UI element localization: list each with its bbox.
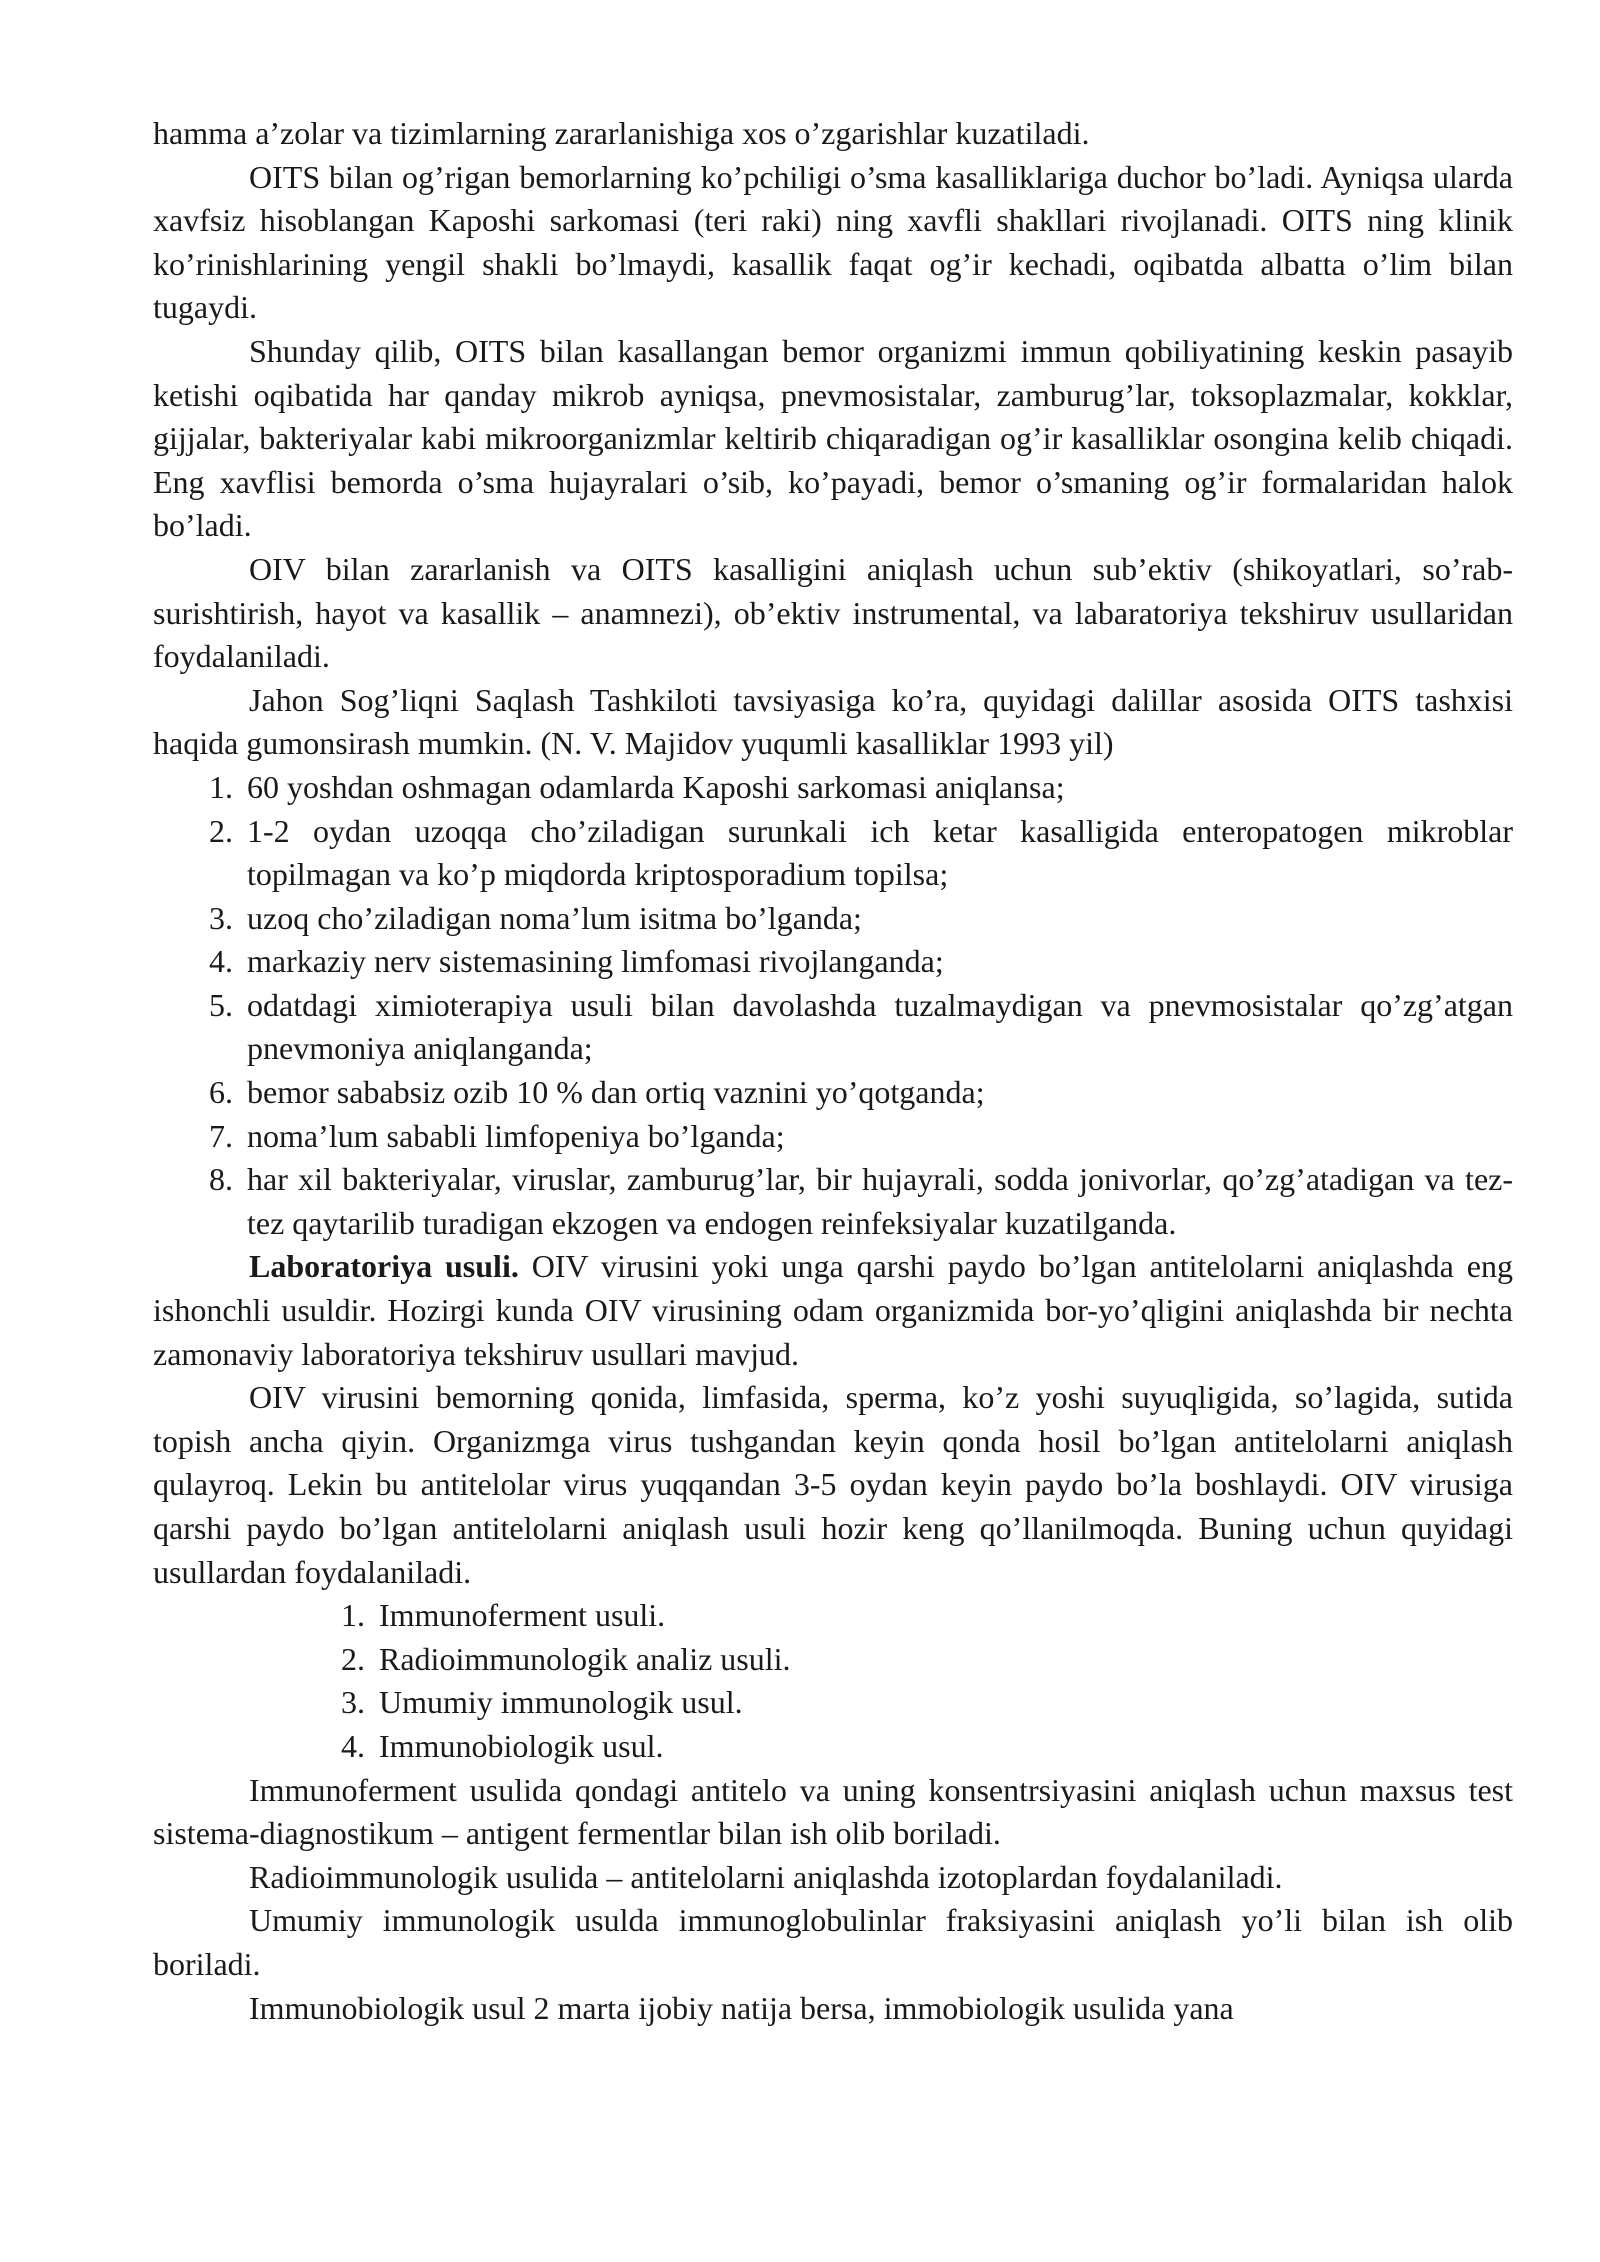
list-text: Immunobiologik usul.	[379, 1727, 664, 1764]
laboratory-heading: Laboratoriya usuli.	[249, 1248, 519, 1285]
list-item	[153, 1638, 1513, 1682]
paragraph-diagnosis-methods: OIV bilan zararlanish va OITS kasalligini aniqlash uchun sub’ektiv (shikoyatlari, so’rab-surishtirish, hayot va kasallik – anamnezi), ob’ektiv instrumental, va labaratoriya tekshiruv usullaridan foydalaniladi.	[153, 550, 1513, 675]
list-item	[153, 1115, 1513, 1159]
list-number: 3.	[341, 1684, 365, 1721]
paragraph-oits-tumors: OITS bilan og’rigan bemorlarning ko’pchiligi o’sma kasalliklariga duchor bo’ladi. Ayniqsa ularda xavfsiz hisoblangan Kaposhi sarkomasi (teri raki) ning xavfli shakllari rivojlanadi. OITS ning klinik ko’rinishlarining yengil shakli bo’lmaydi, kasallik faqat og’ir kechadi, oqibatda albatta o’lim bilan tugaydi.	[153, 158, 1513, 326]
paragraph-virus-detection: OIV virusini bemorning qonida, limfasida, sperma, ko’z yoshi suyuqligida, so’lagida, sutida topish ancha qiyin. Organizmga virus tushgandan keyin qonda hosil bo’lgan antitelolarni aniqlash qulayroq. Lekin bu antitelolar virus yuqqandan 3-5 oydan keyin paydo bo’la boshlaydi. OIV virusiga qarshi paydo bo’lgan antitelolarni aniqlash usuli hozir keng qo’llanilmoqda. Buning uchun quyidagi usullardan foydalaniladi.	[153, 1379, 1513, 1590]
list-item	[153, 984, 1513, 1071]
list-item	[153, 1594, 1513, 1638]
paragraph-general-immunologic: Umumiy immunologik usulda immunoglobulinlar fraksiyasini aniqlash yo’li bilan ish olib boriladi.	[153, 1902, 1513, 1982]
paragraph-immunobiologic: Immunobiologik usul 2 marta ijobiy natija bersa, immobiologik usulida yana	[249, 1989, 1234, 2026]
paragraph-who-criteria: Jahon Sog’liqni Saqlash Tashkiloti tavsiyasiga ko’ra, quyidagi dalillar asosida OITS tashxisi haqida gumonsirash mumkin. (N. V. Majidov yuqumli kasalliklar 1993 yil)	[153, 681, 1513, 762]
list-number: 4.	[209, 943, 233, 980]
list-number: 3.	[209, 899, 233, 936]
list-item	[153, 897, 1513, 941]
list-text: Radioimmunologik analiz usuli.	[379, 1640, 791, 1677]
paragraph-intro-continued: hamma a’zolar va tizimlarning zararlanishiga xos o’zgarishlar kuzatiladi.	[153, 115, 1090, 151]
list-number: 4.	[341, 1727, 365, 1764]
list-number: 2.	[341, 1640, 365, 1677]
list-item	[153, 810, 1513, 897]
list-number: 7.	[209, 1117, 233, 1154]
list-number: 1.	[341, 1597, 365, 1634]
list-item	[153, 940, 1513, 984]
criteria-list	[153, 766, 1513, 1246]
list-item	[153, 1071, 1513, 1115]
list-item	[153, 766, 1513, 810]
list-number: 6.	[209, 1074, 233, 1111]
list-text: bemor sababsiz ozib 10 % dan ortiq vaznini yo’qotganda;	[247, 1074, 985, 1111]
paragraph-immunoferment: Immunoferment usulida qondagi antitelo va uning konsentrsiyasini aniqlash uchun maxsus test sistema-diagnostikum – antigent fermentlar bilan ish olib boriladi.	[153, 1771, 1513, 1852]
paragraph-radioimmunologic: Radioimmunologik usulida – antitelolarni aniqlashda izotoplardan foydalaniladi.	[249, 1858, 1283, 1895]
paragraph-laboratory-method	[153, 1245, 1513, 1376]
list-text: 60 yoshdan oshmagan odamlarda Kaposhi sarkomasi aniqlansa;	[247, 768, 1065, 805]
list-item	[153, 1725, 1513, 1769]
list-item	[153, 1681, 1513, 1725]
list-number: 1.	[209, 768, 233, 805]
document-page	[153, 112, 1513, 2030]
list-text: odatdagi ximioterapiya usuli bilan davolashda tuzalmaydigan va pnevmosistalar qo’zg’atgan pnevmoniya aniqlanganda;	[247, 986, 1513, 1067]
list-text: Immunoferment usuli.	[379, 1597, 666, 1634]
paragraph-immune-decline: Shunday qilib, OITS bilan kasallangan bemor organizmi immun qobiliyatining keskin pasayib ketishi oqibatida har qanday mikrob ayniqsa, pnevmosistalar, zamburug’lar, toksoplazmalar, kokklar, gijjalar, bakteriyalar kabi mikroorganizmlar keltirib chiqaradigan og’ir kasalliklar osongina kelib chiqadi. Eng xavflisi bemorda o’sma hujayralari o’sib, ko’payadi, bemor o’smaning og’ir formalaridan halok bo’ladi.	[153, 332, 1513, 544]
list-text: markaziy nerv sistemasining limfomasi rivojlanganda;	[247, 943, 944, 980]
methods-list	[153, 1594, 1513, 1768]
list-number: 5.	[209, 986, 233, 1023]
laboratory-text: OIV virusini yoki unga qarshi paydo bo’lgan antitelolarni aniqlashda eng ishonchli usuldir. Hozirgi kunda OIV virusining odam organizmida bor-yo’qligini aniqlashda bir nechta zamonaviy laboratoriya tekshiruv usullari mavjud.	[153, 1248, 1514, 1372]
list-text: uzoq cho’ziladigan noma’lum isitma bo’lganda;	[247, 899, 862, 936]
list-number: 2.	[209, 812, 233, 849]
list-text: 1-2 oydan uzoqqa cho’ziladigan surunkali ich ketar kasalligida enteropatogen mikroblar topilmagan va ko’p miqdorda kriptosporadium topilsa;	[247, 812, 1513, 893]
list-text: har xil bakteriyalar, viruslar, zamburug’lar, bir hujayrali, sodda jonivorlar, qo’zg’atadigan va tez-tez qaytarilib turadigan ekzogen va endogen reinfeksiyalar kuzatilganda.	[247, 1161, 1513, 1241]
list-item	[153, 1158, 1513, 1245]
list-text: Umumiy immunologik usul.	[379, 1684, 743, 1721]
list-number: 8.	[209, 1161, 233, 1198]
list-text: noma’lum sababli limfopeniya bo’lganda;	[247, 1117, 785, 1154]
